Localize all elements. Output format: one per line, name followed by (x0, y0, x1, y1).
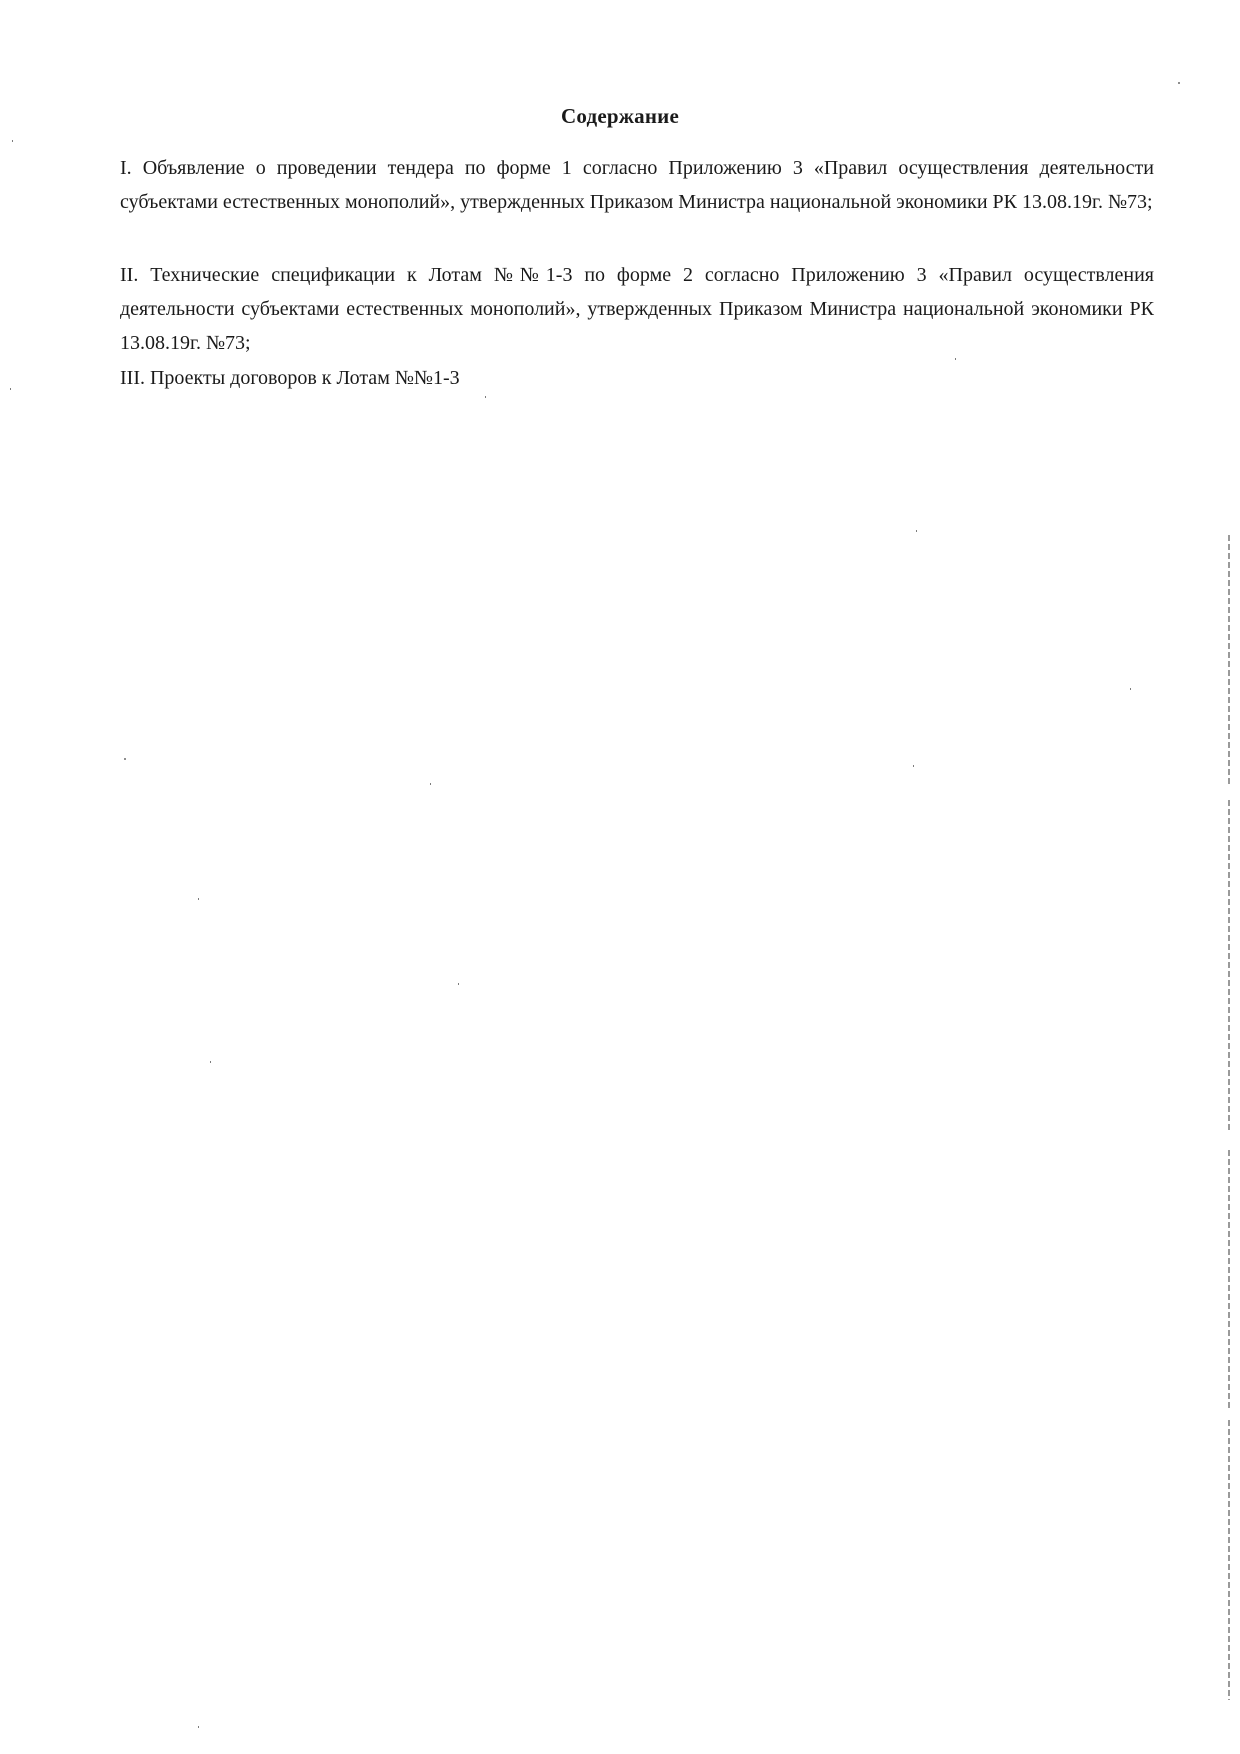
scan-speck (210, 1061, 211, 1063)
contents-item-2: II. Технические спецификации к Лотам №№1-3 по форме 2 согласно Приложению 3 «Правил осуществления деятельности субъектами естественных монополий», утвержденных Приказом Министра национальной экономики РК 13.08.19г. №73; (120, 264, 1154, 354)
scan-speck (955, 358, 956, 360)
scan-edge-line (1228, 800, 1230, 1130)
scan-speck (913, 765, 914, 767)
scan-speck (430, 783, 431, 785)
scan-speck (124, 758, 126, 760)
scan-speck (12, 140, 13, 142)
contents-item-1: I. Объявление о проведении тендера по форме 1 согласно Приложению 3 «Правил осуществления деятельности субъектами естественных монополий», утвержденных Приказом Министра национальной экономики РК 13.08.19г. №73; (120, 157, 1154, 213)
scan-speck (916, 530, 917, 532)
scan-speck (1178, 82, 1180, 84)
contents-item-3: III. Проекты договоров к Лотам №№1-3 (120, 367, 460, 389)
page-title: Содержание (561, 104, 679, 128)
scan-speck (485, 396, 486, 398)
scan-edge-line (1228, 535, 1230, 785)
scan-speck (458, 983, 459, 985)
scan-edge-line (1228, 1420, 1230, 1700)
scan-speck (198, 898, 199, 900)
scan-speck (10, 388, 11, 390)
scan-edge-line (1228, 1330, 1230, 1410)
scan-speck (1130, 688, 1131, 690)
scan-speck (198, 1726, 199, 1728)
